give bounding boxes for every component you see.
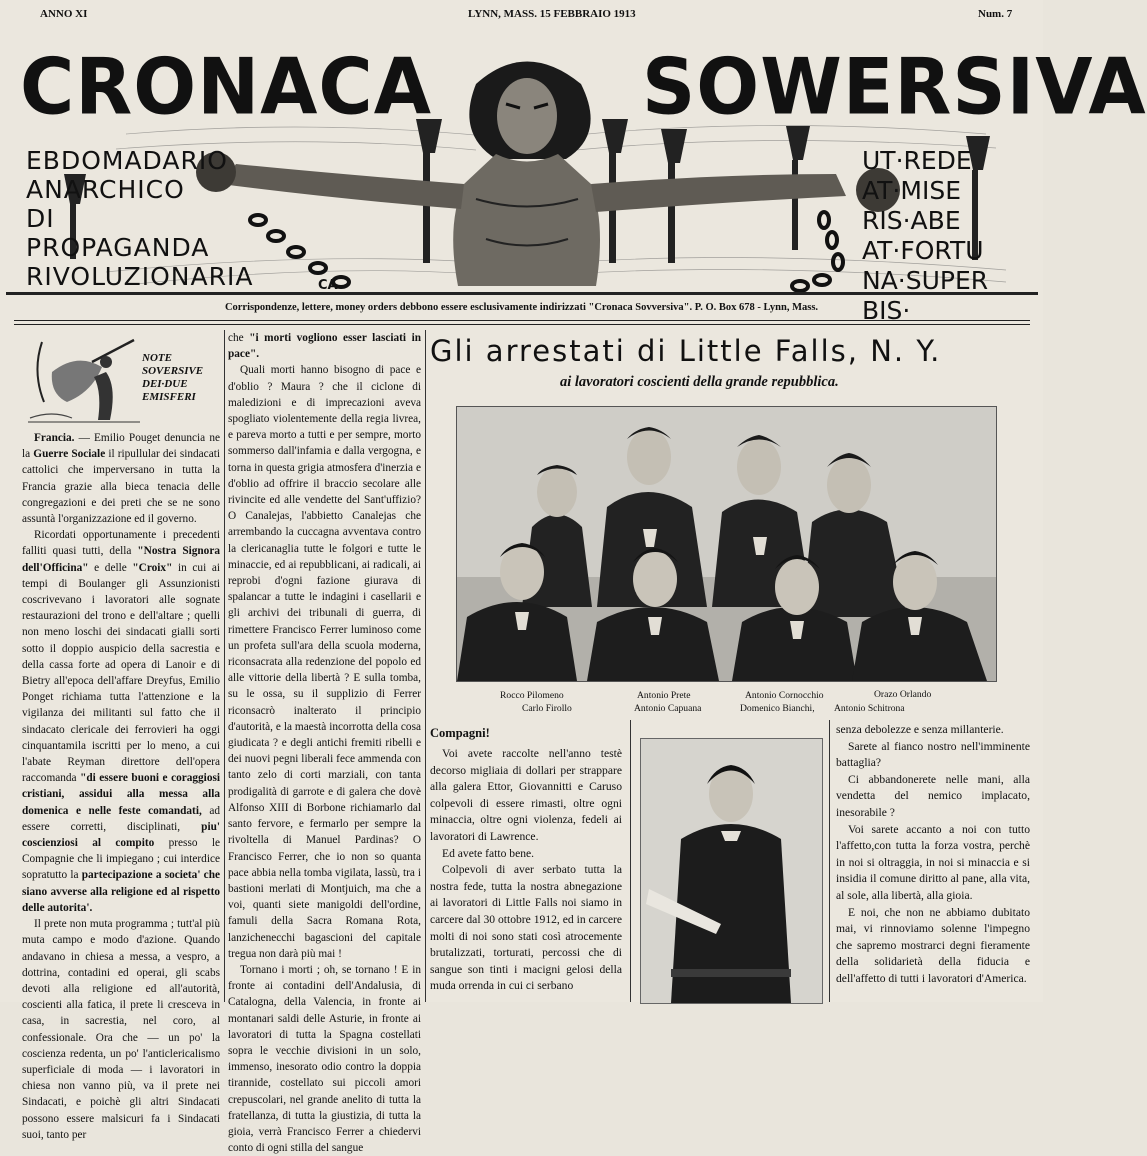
text-run: in cui ai tempi di Boulanger gli Assunzionisti coscrivevano i lavoratori alle sognate restaurazioni del trono e dell'altare ; quelli non meno loschi dei sindacati gialli sorti sotto il doppio auspicio della sacrestia e della cassa forte ad opera di Lanoir e di Bietry all'epoca dell'affare Dreyfus, Emilio Ponget richiama tutta l'attenzione e la vigilanza dei militanti sul fatto che il sindacato clericale dei ferrovieri ha oggi cinquantamila iscritti per lo meno, a cui l'abate Reyman direttore dell'opera raccomanda — [22, 561, 220, 785]
paragraph: Voi avete raccolte nell'anno testè decorso migliaia di dollari per strappare alla galera Ettor, Giovannitti e Caruso colpevoli di essere rimasti, oltre ogni minaccia, oltre ogni violenza, fedeli ai lavoratori di Lawrence. — [430, 747, 622, 843]
text-run: "di essere buoni e coraggiosi cristiani, assidui alla messa alla domenica e nelle feste comandati, — [22, 772, 221, 817]
notes-title — [142, 352, 203, 404]
photo-caption: Carlo Firollo — [522, 703, 572, 714]
paragraph: Voi sarete accanto a noi con tutto l'affetto,con tutta la forza vostra, perchè in noi si oltraggia, in noi si minaccia e si insidia il comune diritto al pane, alla vita, al sole, alla libertà, alla gioia. — [836, 822, 1030, 902]
masthead-subtitle — [26, 146, 253, 291]
text-run: Ricordati opportunamente i precedenti falliti quasi tutti, della — [22, 529, 220, 558]
correspondence-line: Corrispondenze, lettere, money orders debbono essere esclusivamente indirizzati "Cronaca Sovversiva". P. O. Box 678 - Lynn, Mass. — [224, 302, 819, 313]
text-run: partecipazione a societa' che siano avverse alla religione ed al rispetto delle autorita'. — [22, 869, 220, 914]
column-divider — [425, 330, 426, 1002]
notes-title-line: DEI·DUE — [142, 378, 188, 390]
masthead-subtitle-line: ANARCHICO — [26, 175, 185, 204]
masthead-motto — [862, 146, 988, 326]
masthead-subtitle-line: RIVOLUZIONARIA — [26, 262, 254, 291]
paragraph: Il prete non muta programma ; tutt'al più muta campo e modo d'azione. Quando andavano in chiesa a messa, a vespro, a dottrina, contadini ed operai, gli scabs devoti alla religione ed all'autorità, coscienti alla fatica, il prete li cresceva in casa, in sacrestia, nel coro, al confessionale. Ora che — un po' la coscienza redenta, un po' l'anticlericalismo superficiale di moda — i lavoratori in chiesa non vanno più, va il prete nei Sindacati, e poichè gli altri Sindacati possono essere malsicuri fa i Sindacati suoi, tanto per — [22, 918, 220, 1141]
text-run: "Nostra Signora dell'Officina" — [22, 545, 220, 574]
column-divider — [829, 720, 830, 1002]
article-column-2 — [836, 722, 1030, 1002]
text-run: presso le Compagnie che li impiegano ; cui interdice sopratutto la — [22, 837, 221, 882]
paragraph: Tornano i morti ; oh, se tornano ! E in fronte ai contadini dell'Andalusia, di Catalogna, della Valencia, in fronte ai montanari saldi delle Asturie, in fronte ai lavoratori di tutta la Spagna costellati sopra le vecchie divisioni in un solo, immenso, inesorato odio contro la doppia tirannide, costellato sui piccoli amori crepuscolari, nel grande anelito di tutta la fratellanza, di tutta la giustizia, di tutta la gioia, verrà Francisco Ferrer a chiedervi conto di ogni stilla del sangue — [228, 963, 421, 1155]
masthead-motto-line: RIS·ABE — [862, 206, 961, 235]
column-ferrer — [228, 330, 421, 1155]
paragraph: Quali morti hanno bisogno di pace e d'oblio ? Maura ? che il ciclone di maledizioni e di imprecazioni aveva spogliato violentemente della regia livrea, e pareva morto a tutti e per sempre, morto sommerso dall'infamia e dalla vergogna, e torna in questa grigia atmosfera d'inerzia e d'oblio ad offrire il braccio secolare alle rivincite ed alle vendette del Sant'uffizio? O Canalejas, l'abbietto Canalejas che arrembando la cuccagna avventava contro la clericanaglia tutte le folgori e tutte le minaccie, ed ai repubblicani, ai radicali, ai reprobi d'ogni fazione giurava di spalancar a tutte le indagini i casellarii e gli archivi dei tribunali di guerra, di rimettere Francisco Ferrer luminoso come un profeta sull'ara della scuola moderna, riconsacrata alla redenzione del popolo ed alle vittorie della libertà ? E sulla tomba, su le ossa, su il supplizio di Ferrer riconsacrò inalterato il principio d'autorità, e la maestà incorrotta della cosa giudicata ? e degli antichi fremiti ribelli e dei nuovi pegni liberali fece ammenda con tanto zelo di corti marziali, con tanta prodigalità di garrote e di galera che dovè Alfonso XIII di Borbone richiamarlo dal santo fervore, e fermarlo per sempre la rivoltella di Manuel Pardinas? O Francisco Ferrer, che io non so quanta pace abbia nella tomba vigilata, lassù, tra i bastioni merlati di Montjuich, ma che a voi, quanti siete manigoldi dell'ordine, famuli della Sacra Romana Rota, lanzichenecchi bagascioni del capitale tregua non darà più mai ! — [228, 364, 421, 960]
paragraph: Sarete al fianco nostro nell'imminente battaglia? — [836, 739, 1030, 770]
masthead-motto-line: AT·MISE — [862, 176, 961, 205]
top-line — [0, 4, 1043, 26]
text-run: e delle — [88, 561, 133, 574]
masthead-subtitle-line: DI — [26, 204, 55, 233]
text-run: piu' coscienziosi al compito — [22, 820, 220, 850]
paragraph: Ci abbandonerete nelle mani, alla vendetta del nemico implacato, inesorabile ? — [836, 772, 1030, 819]
text-run: Guerre Sociale — [33, 448, 106, 461]
article-subhead: ai lavoratori coscienti della grande repubblica. — [560, 374, 839, 390]
text-run: che — [228, 332, 250, 344]
column-divider — [630, 720, 631, 1002]
portrait-photo — [640, 738, 823, 1004]
paragraph: E noi, che non ne abbiamo dubitato mai, vi rinnoviamo solenne l'impegno che sapremo mostrarci degni fieramente della solidarietà della fiducia e dell'affetto di tutti i lavoratori d'America. — [836, 905, 1030, 985]
dateline: LYNN, MASS. 15 FEBBRAIO 1913 — [468, 8, 636, 20]
section-lead: Francia. — [34, 432, 75, 444]
column-notes — [22, 430, 221, 1141]
photo-caption: Rocco Pilomeno — [500, 690, 564, 701]
paragraph: Colpevoli di aver serbato tutta la nostra fede, tutta la nostra abnegazione ai lavoratori di Little Falls noi siamo in carcere dal 30 ottobre 1912, ed in carcere molti di noi sono stati così atrocemente brutalizzati, torturati, percossi che di sangue son tinti i macigni gelosi della muda orrenda in cui ci serbano — [430, 863, 622, 993]
masthead-motto-line: UT·REDE — [862, 146, 972, 175]
notes-header — [22, 332, 220, 428]
notes-title-line: NOTE — [142, 352, 172, 364]
text-run: "Croix" — [132, 561, 173, 574]
divider — [14, 324, 1030, 325]
masthead-motto-line: BIS· — [862, 296, 911, 325]
masthead-signature: CA — [318, 278, 338, 293]
photo-caption: Antonio Capuana — [634, 703, 702, 714]
divider — [14, 320, 1030, 321]
masthead-motto-line: NA·SUPER — [862, 266, 989, 295]
article-column-1 — [430, 746, 622, 1002]
group-photo-image — [457, 407, 996, 681]
masthead-subtitle-line: EBDOMADARIO — [26, 146, 228, 175]
photo-caption: Orazo Orlando — [874, 689, 932, 700]
text-run: "i morti vogliono esser lasciati in pace". — [228, 332, 421, 361]
notes-title-line: SOVERSIVE — [142, 365, 204, 377]
article-salutation: Compagni! — [430, 726, 490, 740]
notes-illustration — [22, 332, 140, 428]
text-run: ad essere corretti, disciplinati, — [22, 804, 220, 833]
paragraph: Ed avete fatto bene. — [442, 846, 535, 860]
issue-number: Num. 7 — [978, 8, 1013, 20]
article-headline: Gli arrestati di Little Falls, N. Y. — [430, 334, 942, 368]
text-run: — Emilio Pouget denuncia ne la — [22, 432, 220, 461]
notes-title-line: EMISFERI — [142, 391, 196, 403]
paragraph: senza debolezze e senza millanterie. — [836, 723, 1004, 736]
column-divider — [224, 330, 225, 1002]
photo-caption: Antonio Schitrona — [834, 703, 905, 714]
masthead-title-left: CRONACA — [20, 41, 432, 133]
masthead-motto-line: AT·FORTU — [862, 236, 984, 265]
portrait-image — [641, 739, 822, 1003]
masthead-title-right: SOWERSIVA — [642, 41, 1147, 133]
photo-caption: Antonio Prete — [637, 690, 691, 701]
volume-label: ANNO XI — [40, 8, 88, 20]
photo-caption: Domenico Bianchi, — [740, 703, 815, 714]
masthead-subtitle-line: PROPAGANDA — [26, 233, 210, 262]
photo-caption: Antonio Cornocchio — [745, 690, 824, 701]
text-run: il ripullular dei sindacati cattolici che imperversano in tutta la Francia grazie alla bieca tenacia delle congregazioni e dei preti che se ne sono assuntà l'organizzazione ed il governo. — [22, 448, 220, 526]
group-photo — [456, 406, 997, 682]
